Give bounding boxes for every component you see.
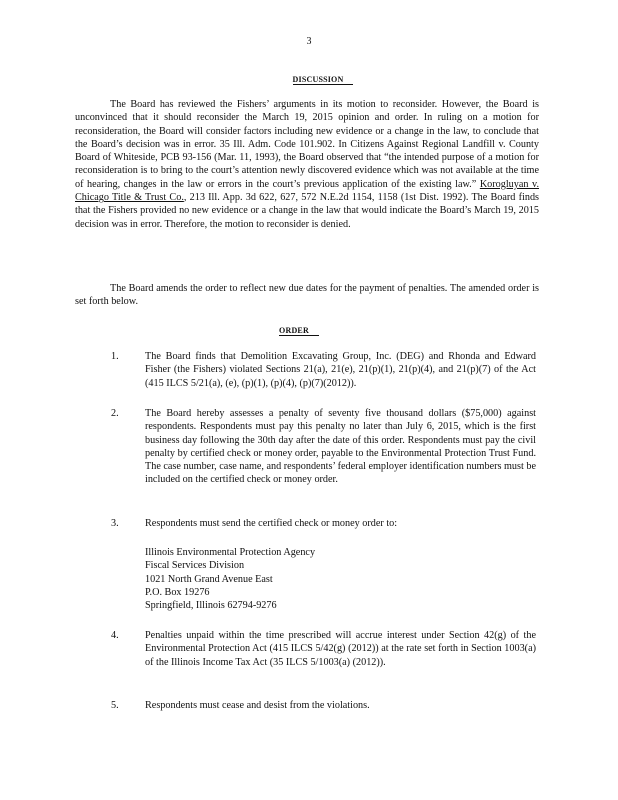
order-heading bbox=[0, 326, 608, 335]
order-item-text: Penalties unpaid within the time prescribed will accrue interest under Section 42(g) of the Environmental Protection Act (415 ILCS 5/42(g) (2012)) at the rate set forth in Section 1003(a) of the Illinois Income Tax Act (35 ILCS 5/1003(a) (2012)). bbox=[145, 630, 536, 668]
case-citation: Korogluyan v. Chicago Title & Trust Co. bbox=[75, 178, 540, 204]
page-number: 3 bbox=[306, 36, 312, 47]
order-item-number: 1. bbox=[111, 351, 119, 362]
address-line: P.O. Box 19276 bbox=[145, 586, 210, 598]
order-item-number: 5. bbox=[111, 700, 119, 711]
order-item-text: The Board hereby assesses a penalty of seventy five thousand dollars ($75,000) against respondents. Respondents must pay this penalty no later than July 6, 2015, which is the first business day following the 30th day after the date of this order. Respondents must pay the civil penalty by certified check or money order, payable to the Environmental Protection Trust Fund. The case number, case name, and respondents’ federal employer identification numbers must be included on the certified check or money order. bbox=[145, 408, 536, 486]
order-item-number: 3. bbox=[111, 518, 119, 529]
para1-start: The Board has reviewed the Fishers’ arguments in its motion to reconsider. However, the Board is unconvinced that it should reconsider the March 19, 2015 opinion and order. In ruling on a motion for reconsideration, the Board will consider factors including new evidence or a change in the law, to conclude that the Board’s decision was in error. 35 Ill. Adm. Code 101.902. In Citizens Against Regional Landfill v. County Board of Whiteside, PCB 93-156 (Mar. 11, 1993), the Board observed that “the intended purpose of a motion for reconsideration is to bring to the court’s attention newly discovered evidence which was not available at the time of hearing, changes in the law or errors in the court’s previous application of the existing law.” bbox=[75, 99, 539, 190]
discussion-paragraph-2: The Board amends the order to reflect new due dates for the payment of penalties. The amended order is set forth below. bbox=[75, 283, 539, 308]
order-item-text: The Board finds that Demolition Excavating Group, Inc. (DEG) and Rhonda and Edward Fisher (the Fishers) violated Sections 21(a), 21(e), 21(p)(1), 21(p)(4), and 21(p)(7) of the Act (415 ILCS 5/21(a), (e), (p)(1), (p)(4), (p)(7)(2012)). bbox=[145, 351, 536, 389]
address-line: Illinois Environmental Protection Agency bbox=[145, 547, 316, 558]
order-heading-text: ORDER bbox=[279, 326, 319, 336]
address-line: Fiscal Services Division bbox=[145, 560, 245, 572]
order-item-number: 4. bbox=[111, 630, 119, 641]
order-item-text: Respondents must cease and desist from the violations. bbox=[145, 700, 370, 711]
address-line: 1021 North Grand Avenue East bbox=[145, 573, 273, 585]
discussion-heading bbox=[14, 75, 618, 84]
discussion-paragraph-1-text bbox=[75, 98, 539, 231]
para1-end: , 213 Ill. App. 3d 622, 627, 572 N.E.2d 1154, 1158 (1st Dist. 1992). The Board finds that the Fishers provided no new evidence or a change in the law that would indicate the Board’s March 19, 2015 decision was in error. Therefore, the motion to reconsider is denied. bbox=[75, 192, 539, 230]
address-line: Springfield, Illinois 62794-9276 bbox=[145, 600, 277, 612]
order-item-text: Respondents must send the certified check or money order to: bbox=[145, 518, 398, 529]
discussion-heading-text: DISCUSSION bbox=[293, 75, 354, 85]
order-item-number: 2. bbox=[111, 408, 119, 419]
mailing-address bbox=[145, 546, 315, 612]
discussion-paragraph-1 bbox=[75, 98, 539, 231]
